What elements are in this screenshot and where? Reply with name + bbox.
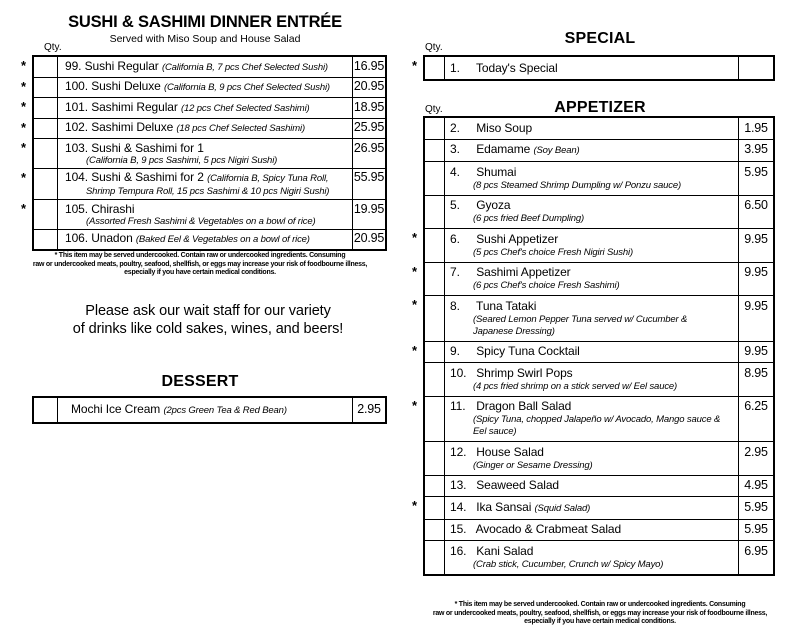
- item-cell: [445, 442, 738, 475]
- qty-column-label: Qty.: [425, 42, 443, 53]
- item-cell: [445, 263, 738, 296]
- undercooked-asterisk-icon: *: [412, 263, 418, 279]
- item-number: 100.: [65, 79, 88, 93]
- item-name-line: [450, 165, 734, 180]
- qty-box[interactable]: [34, 78, 58, 98]
- item-description: (California B, 9 pcs Chef Selected Sushi): [163, 82, 330, 93]
- qty-box[interactable]: [425, 541, 445, 574]
- item-cell: [58, 119, 352, 139]
- item-cell: [58, 139, 352, 168]
- menu-item-row: [425, 520, 773, 542]
- item-number: 106.: [65, 231, 88, 245]
- item-name: Kani Salad: [476, 543, 534, 558]
- item-description: (Assorted Fresh Sashimi & Vegetables on a bowl of rice): [86, 215, 316, 227]
- qty-box[interactable]: [34, 119, 58, 139]
- menu-item-row: [425, 118, 773, 140]
- item-description: (California B, Spicy Tuna Roll,: [207, 173, 329, 184]
- item-name: Miso Soup: [476, 120, 533, 135]
- item-name-line: [65, 79, 348, 95]
- item-name-line: [450, 121, 734, 136]
- item-cell: [445, 342, 738, 363]
- qty-column-label: Qty.: [425, 104, 443, 115]
- item-description: Japanese Dressing): [473, 325, 555, 337]
- disclaimer-line: raw or undercooked meats, poultry, seafood, shellfish, or eggs may increase your risk of foodbourne illness,: [32, 260, 368, 268]
- qty-box[interactable]: [425, 342, 445, 363]
- drinks-note-line: of drinks like cold sakes, wines, and beers!: [72, 321, 344, 337]
- menu-item-row: [412, 497, 773, 520]
- disclaimer-line: * This item may be served undercooked. Contain raw or undercooked ingredients. Consuming: [454, 601, 746, 608]
- qty-box[interactable]: [425, 476, 445, 497]
- item-name-line: [450, 522, 734, 537]
- item-cell: [445, 397, 738, 442]
- item-cell: [445, 229, 738, 262]
- item-description: (Baked Eel & Vegetables on a bowl of rice): [135, 234, 310, 245]
- menu-item-row: [412, 397, 773, 443]
- menu-item-row: [412, 342, 773, 364]
- qty-box[interactable]: [425, 397, 445, 442]
- item-cell: [445, 520, 738, 541]
- item-cell: [445, 118, 738, 139]
- disclaimer-line: * This item may be served undercooked. Contain raw or undercooked ingredients. Consuming: [54, 252, 346, 259]
- item-cell: [58, 169, 352, 200]
- menu-item-row: [412, 296, 773, 342]
- item-name: Shrimp Swirl Pops: [476, 365, 573, 380]
- item-name: Seaweed Salad: [476, 478, 559, 492]
- item-cell: [445, 196, 738, 229]
- item-description: (6 pcs fried Beef Dumpling): [473, 213, 585, 224]
- undercooked-asterisk-icon: *: [21, 201, 27, 216]
- item-price: [738, 57, 773, 79]
- menu-item-row: [425, 140, 773, 163]
- item-name: Edamame: [476, 142, 531, 156]
- item-description: (Spicy Tuna, chopped Jalapeño w/ Avocado, Mango sauce &: [473, 414, 721, 425]
- item-description: (Crab stick, Cucumber, Crunch w/ Spicy Mayo): [473, 558, 664, 570]
- item-description: (Ginger or Sesame Dressing): [473, 459, 593, 471]
- undercooked-disclaimer: [400, 601, 800, 627]
- undercooked-asterisk-icon: *: [21, 169, 27, 185]
- item-number: 102.: [65, 120, 88, 134]
- item-number: 14.: [450, 499, 467, 514]
- item-description: (8 pcs Steamed Shrimp Dumpling w/ Ponzu sauce): [473, 179, 682, 191]
- item-description: (California B, 9 pcs Sashimi, 5 pcs Nigiri Sushi): [86, 154, 278, 166]
- undercooked-asterisk-icon: *: [412, 58, 418, 73]
- item-cell: [445, 140, 738, 162]
- item-number: 10.: [450, 365, 467, 380]
- item-name: Ika Sansai: [476, 499, 532, 514]
- qty-box[interactable]: [425, 442, 445, 475]
- item-cell: [445, 541, 738, 574]
- undercooked-asterisk-icon: *: [412, 498, 418, 513]
- item-number: 3.: [450, 142, 460, 156]
- menu-item-row: [425, 476, 773, 498]
- item-name-line: [65, 100, 348, 116]
- item-name-line: [450, 265, 734, 280]
- item-name-line: [450, 478, 734, 493]
- undercooked-asterisk-icon: *: [412, 297, 418, 312]
- item-number: 2.: [450, 120, 460, 135]
- item-name: Shumai: [476, 164, 517, 179]
- item-price: 5.95: [738, 497, 773, 519]
- qty-box[interactable]: [425, 57, 445, 79]
- menu-item-row: [21, 119, 385, 140]
- qty-box[interactable]: [425, 140, 445, 162]
- disclaimer-line: raw or undercooked meats, poultry, seafood, shellfish, or eggs may increase your risk of foodbourne illness,: [432, 609, 768, 617]
- item-price: 9.95: [738, 342, 773, 363]
- qty-box[interactable]: [34, 230, 58, 250]
- item-description: (Soy Bean): [533, 145, 580, 156]
- menu-item-row: [21, 57, 385, 78]
- item-name-line: [450, 366, 734, 381]
- item-number: 9.: [450, 344, 460, 358]
- menu-item-row: [425, 363, 773, 397]
- item-name: Avocado & Crabmeat Salad: [475, 522, 622, 536]
- item-description: (12 pcs Chef Selected Sashimi): [180, 102, 310, 114]
- dessert-table: [32, 396, 387, 424]
- item-name-line: [450, 142, 734, 158]
- item-cell: [445, 296, 738, 341]
- menu-item-row: [412, 229, 773, 263]
- item-number: 11.: [450, 399, 466, 413]
- item-cell: [58, 200, 352, 229]
- item-name: Gyoza: [476, 198, 511, 212]
- item-name-line: [450, 399, 734, 414]
- item-name-line: [450, 500, 734, 516]
- item-name: Sushi Deluxe: [91, 79, 161, 93]
- item-name: Spicy Tuna Cocktail: [476, 344, 580, 358]
- menu-item-row: [425, 541, 773, 574]
- item-number: 104.: [65, 170, 88, 184]
- item-name-line: [71, 402, 348, 418]
- item-price: 5.95: [738, 520, 773, 541]
- item-number: 99.: [65, 58, 82, 73]
- disclaimer-line: especially if you have certain medical conditions.: [524, 618, 676, 625]
- item-name: Dragon Ball Salad: [476, 399, 572, 413]
- item-name: Sashimi Appetizer: [476, 265, 571, 279]
- menu-item-row: [425, 162, 773, 196]
- item-name-line: [450, 544, 734, 559]
- item-name: Today's Special: [476, 60, 558, 75]
- item-name-line: [450, 198, 734, 213]
- item-description: (5 pcs Chef's choice Fresh Nigiri Sushi): [473, 246, 634, 258]
- item-price: 18.95: [352, 98, 385, 118]
- item-number: 103.: [65, 140, 88, 155]
- item-price: 9.95: [738, 229, 773, 262]
- qty-box[interactable]: [34, 57, 58, 77]
- item-description: (Seared Lemon Pepper Tuna served w/ Cucumber &: [473, 313, 688, 325]
- item-cell: [58, 398, 352, 422]
- item-price: 8.95: [738, 363, 773, 396]
- item-name: Sushi Regular: [84, 58, 159, 73]
- item-number: 4.: [450, 164, 460, 179]
- item-name-line: [450, 344, 734, 359]
- item-name: Unadon: [91, 231, 133, 245]
- qty-box[interactable]: [34, 169, 58, 200]
- entree-section-title: SUSHI & SASHIMI DINNER ENTRÉE: [68, 13, 342, 31]
- item-price: 19.95: [352, 200, 385, 229]
- item-description: Eel sauce): [473, 426, 517, 437]
- item-number: 12.: [450, 444, 467, 459]
- item-number: 1.: [450, 60, 460, 75]
- item-description: (6 pcs Chef's choice Fresh Sashimi): [473, 280, 620, 291]
- qty-box[interactable]: [425, 229, 445, 262]
- item-name: Sashimi Deluxe: [91, 120, 174, 134]
- item-number: 15.: [450, 522, 467, 536]
- drinks-note-line: Please ask our wait staff for our variety: [85, 303, 331, 319]
- item-number: 8.: [450, 298, 460, 313]
- item-price: 6.50: [738, 196, 773, 229]
- item-description: (4 pcs fried shrimp on a stick served w/ Eel sauce): [473, 380, 678, 392]
- qty-box[interactable]: [425, 363, 445, 396]
- item-price: 1.95: [738, 118, 773, 139]
- qty-box[interactable]: [425, 196, 445, 229]
- item-description: (Squid Salad): [534, 502, 591, 514]
- undercooked-asterisk-icon: *: [412, 342, 418, 358]
- qty-box[interactable]: [34, 200, 58, 229]
- item-description: Shrimp Tempura Roll, 15 pcs Sashimi & 10 pcs Nigiri Sushi): [86, 186, 330, 197]
- item-price: 55.95: [352, 169, 385, 200]
- item-description: (2pcs Green Tea & Red Bean): [163, 405, 287, 416]
- item-price: 16.95: [352, 57, 385, 77]
- item-cell: [445, 497, 738, 519]
- item-price: 2.95: [738, 442, 773, 475]
- item-name: Chirashi: [91, 201, 135, 216]
- item-price: 26.95: [352, 139, 385, 168]
- item-price: 25.95: [352, 119, 385, 139]
- item-name: House Salad: [476, 444, 544, 459]
- item-number: 5.: [450, 198, 460, 212]
- qty-box[interactable]: [425, 162, 445, 195]
- undercooked-asterisk-icon: *: [21, 119, 27, 135]
- right-column: [400, 0, 800, 644]
- qty-box[interactable]: [425, 296, 445, 341]
- item-name-line: [65, 141, 348, 155]
- menu-item-row: [412, 57, 773, 79]
- menu-item-row: [34, 398, 385, 422]
- menu-item-row: [425, 442, 773, 476]
- item-name-line: [65, 120, 348, 136]
- item-price: 9.95: [738, 263, 773, 296]
- item-cell: [445, 162, 738, 195]
- item-number: 16.: [450, 543, 467, 558]
- undercooked-asterisk-icon: *: [412, 397, 418, 413]
- special-section-title: SPECIAL: [564, 30, 636, 47]
- menu-item-row: [425, 196, 773, 230]
- undercooked-asterisk-icon: *: [21, 78, 27, 94]
- menu-item-row: [21, 78, 385, 99]
- menu-item-row: [412, 263, 773, 297]
- dessert-section-title: DESSERT: [161, 373, 239, 390]
- undercooked-asterisk-icon: *: [21, 58, 27, 73]
- item-price: 3.95: [738, 140, 773, 162]
- qty-column-label: Qty.: [44, 42, 62, 53]
- appetizer-table: [412, 116, 775, 576]
- disclaimer-line: especially if you have certain medical conditions.: [124, 269, 276, 276]
- item-cell: [58, 98, 352, 118]
- item-cell: [445, 57, 738, 79]
- item-name-line: [450, 232, 734, 247]
- qty-box[interactable]: [34, 139, 58, 168]
- item-description: (18 pcs Chef Selected Sashimi): [176, 123, 305, 134]
- entree-table: [21, 55, 387, 251]
- item-name: Sushi & Sashimi for 1: [91, 140, 204, 155]
- item-name-line: [65, 59, 348, 75]
- undercooked-asterisk-icon: *: [21, 99, 27, 114]
- undercooked-asterisk-icon: *: [21, 140, 27, 155]
- item-name-line: [450, 299, 734, 314]
- item-price: 5.95: [738, 162, 773, 195]
- item-name: Tuna Tataki: [476, 298, 537, 313]
- item-name: Sushi Appetizer: [476, 231, 559, 246]
- item-number: 105.: [65, 201, 88, 216]
- qty-box[interactable]: [425, 263, 445, 296]
- undercooked-disclaimer: [0, 252, 400, 278]
- menu-item-row: [21, 139, 385, 169]
- entree-section-subtitle: Served with Miso Soup and House Salad: [109, 33, 301, 45]
- item-name-line: [65, 170, 348, 186]
- qty-box[interactable]: [425, 118, 445, 139]
- item-number: 101.: [65, 99, 88, 114]
- menu-item-row: [21, 200, 385, 230]
- item-name-line: [65, 231, 348, 247]
- qty-box[interactable]: [425, 520, 445, 541]
- item-price: 9.95: [738, 296, 773, 341]
- qty-box[interactable]: [425, 497, 445, 519]
- qty-box[interactable]: [34, 98, 58, 118]
- item-cell: [58, 57, 352, 77]
- menu-item-row: [21, 98, 385, 119]
- item-cell: [58, 78, 352, 98]
- item-description: (California B, 7 pcs Chef Selected Sushi): [161, 61, 328, 73]
- appetizer-section-title: APPETIZER: [554, 99, 646, 116]
- item-name: Sushi & Sashimi for 2: [91, 170, 204, 184]
- item-name: Mochi Ice Cream: [71, 402, 161, 416]
- menu-item-row: [21, 169, 385, 201]
- item-name: Sashimi Regular: [91, 99, 178, 114]
- item-name-line: [65, 202, 348, 216]
- menu-item-row: [34, 230, 385, 250]
- item-name-line: [450, 61, 734, 76]
- item-number: 6.: [450, 231, 460, 246]
- item-price: 6.95: [738, 541, 773, 574]
- item-cell: [58, 230, 352, 250]
- drinks-note: [8, 302, 408, 338]
- item-name-line: [450, 445, 734, 460]
- item-number: 7.: [450, 265, 460, 279]
- item-price: 6.25: [738, 397, 773, 442]
- special-table: [412, 55, 775, 81]
- item-price: 20.95: [352, 230, 385, 250]
- item-number: 13.: [450, 478, 467, 492]
- item-cell: [445, 476, 738, 497]
- item-price: 20.95: [352, 78, 385, 98]
- qty-box[interactable]: [34, 398, 58, 422]
- undercooked-asterisk-icon: *: [412, 230, 418, 245]
- item-cell: [445, 363, 738, 396]
- item-price: 4.95: [738, 476, 773, 497]
- item-price: 2.95: [352, 398, 385, 422]
